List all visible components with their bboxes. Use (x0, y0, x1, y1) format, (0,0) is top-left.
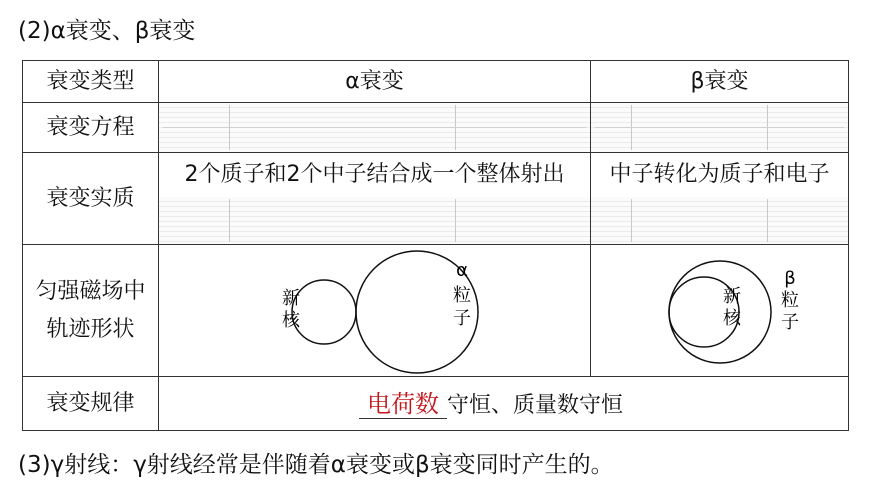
beta-track-diagram (591, 246, 847, 376)
ghost-divider (229, 199, 230, 242)
table-row-equation (23, 103, 849, 153)
track-label-line2: 轨迹形状 (46, 316, 135, 342)
beta-header-cell (591, 61, 849, 103)
alpha-new-nucleus-circle (292, 280, 356, 344)
alpha-track-cell (159, 245, 591, 377)
table-row-essence (23, 153, 849, 245)
decay-table (22, 60, 849, 431)
beta-essence-cell (591, 153, 849, 245)
equation-label-cell (23, 103, 159, 153)
alpha-equation-cell (159, 103, 591, 153)
beta-decay-header: β衰变 (690, 68, 749, 94)
decay-type-label: 衰变类型 (46, 68, 135, 94)
alpha-new-nucleus-label: 新 (282, 287, 300, 309)
alpha-track-diagram (159, 246, 589, 376)
beta-particle-label: β (784, 267, 796, 289)
alpha-essence-cell (159, 153, 591, 245)
ghost-texture (159, 197, 590, 244)
equation-label: 衰变方程 (46, 114, 135, 140)
law-label-cell (23, 377, 159, 431)
essence-label-cell (23, 153, 159, 245)
alpha-particle-label: 粒 (453, 284, 471, 306)
beta-track-cell (591, 245, 849, 377)
table-row-law (23, 377, 849, 431)
law-content-cell (159, 377, 849, 431)
table-row-header (23, 61, 849, 103)
ghost-divider (631, 199, 632, 242)
beta-particle-circle (669, 261, 771, 363)
alpha-decay-header: α衰变 (345, 68, 404, 94)
gamma-note: (3)γ射线：γ射线经常是伴随着α衰变或β衰变同时产生的。 (18, 452, 614, 478)
table-row-track (23, 245, 849, 377)
beta-equation-cell (591, 103, 849, 153)
ghost-overlay-texture (591, 197, 848, 244)
beta-particle-label: 子 (781, 311, 799, 333)
alpha-new-nucleus-label: 核 (282, 309, 300, 331)
track-label-line1: 匀强磁场中 (35, 278, 146, 304)
ghost-rule (163, 127, 586, 128)
beta-essence-text: 中子转化为质子和电子 (609, 162, 830, 187)
beta-new-nucleus-label: 新 (723, 285, 741, 307)
alpha-particle-label: 子 (453, 307, 471, 329)
ghost-overlay-texture (159, 197, 590, 244)
law-answer-blank: 电荷数 (359, 390, 447, 419)
alpha-essence-text: 2个质子和2个中子结合成一个整体射出 (184, 162, 565, 187)
decay-type-label-cell (23, 61, 159, 103)
ghost-divider (767, 199, 768, 242)
essence-label: 衰变实质 (46, 185, 135, 211)
law-statement (359, 388, 623, 419)
ghost-rule (595, 127, 844, 128)
law-rest-text: 守恒、质量数守恒 (447, 393, 624, 418)
beta-particle-label: 粒 (781, 289, 799, 311)
alpha-header-cell (159, 61, 591, 103)
track-label-cell (23, 245, 159, 377)
ghost-texture (591, 197, 848, 244)
beta-new-nucleus-label: 核 (723, 307, 741, 329)
section-heading: (2)α衰变、β衰变 (18, 18, 196, 44)
ghost-divider (455, 199, 456, 242)
alpha-particle-label: α (456, 259, 468, 281)
law-label: 衰变规律 (46, 390, 135, 416)
